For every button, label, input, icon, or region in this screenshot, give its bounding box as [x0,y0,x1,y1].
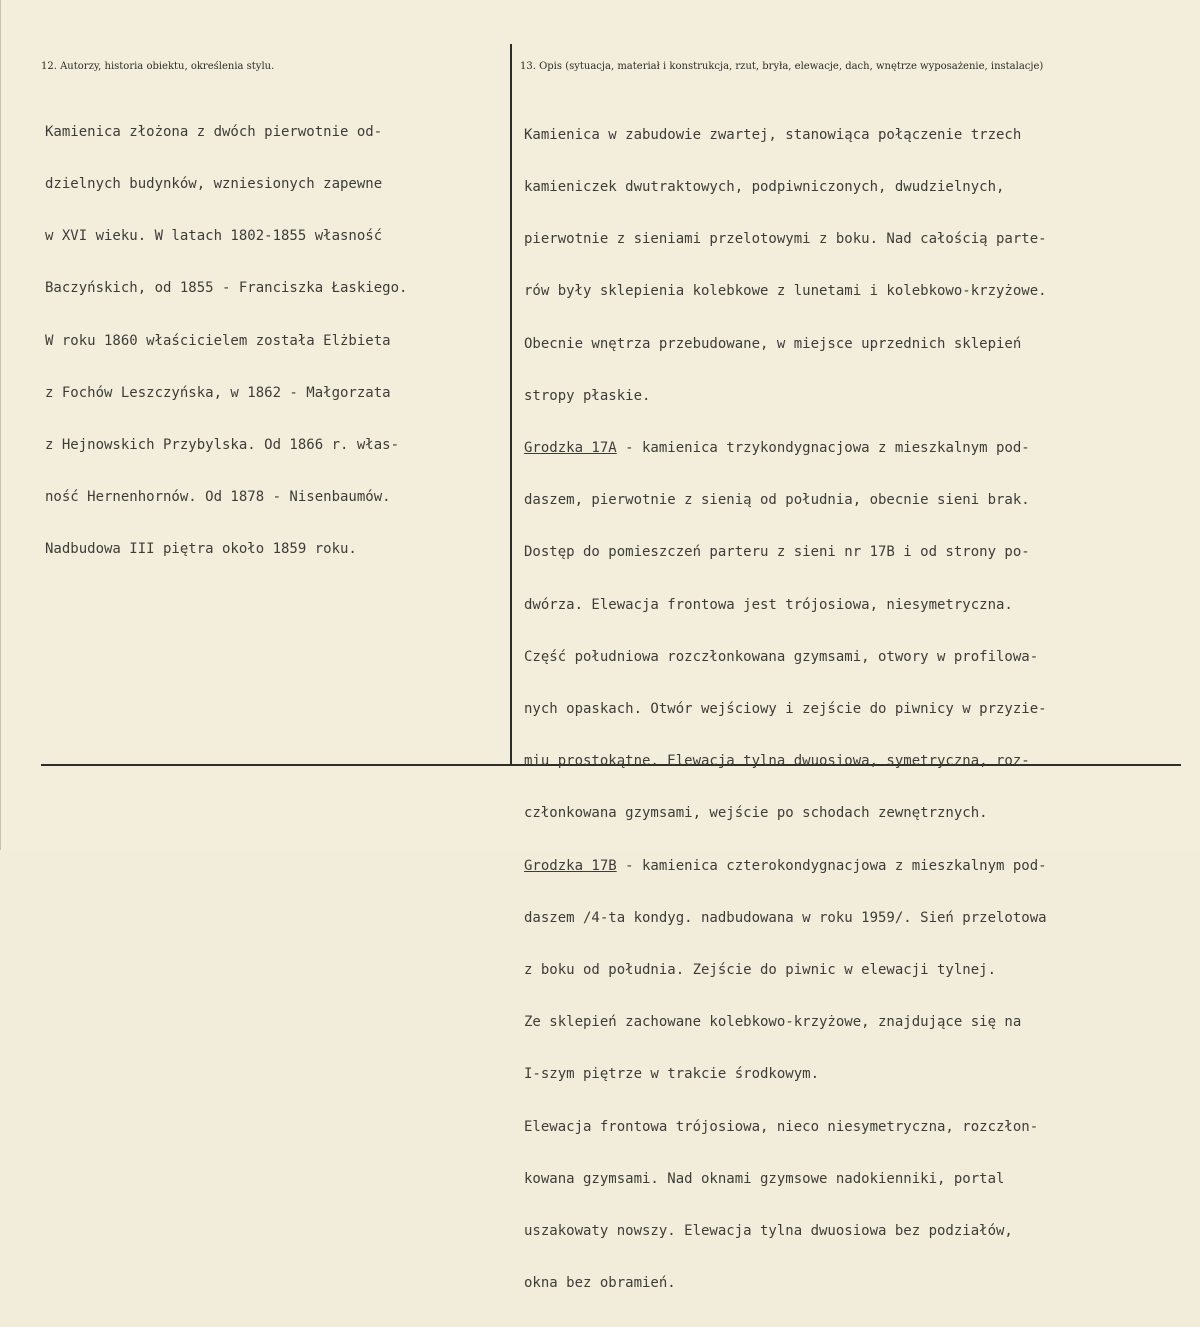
section-13-line [524,858,1047,875]
section-12-heading: 12. Autorzy, historia obiektu, określenia stylu. [41,61,275,72]
section-13-line [524,1171,1047,1188]
section-13-line-text: Część południowa rozczłonkowana gzymsami, otwory w profilowa- [524,648,1039,665]
section-13-line-text: - kamienica czterokondygnacjowa z mieszkalnym pod- [616,857,1047,874]
section-13-line-text: - kamienica trzykondygnacjowa z mieszkalnym pod- [616,440,1030,457]
section-13-line [524,597,1047,614]
section-13-line-text: pierwotnie z sieniami przelotowymi z boku. Nad całością parte- [524,231,1047,248]
section-12-line: w XVI wieku. W latach 1802-1855 własność [45,228,383,245]
section-13-line-text: stropy płaskie. [524,387,651,404]
section-13-line [524,492,1047,509]
section-13-body [524,92,1047,1327]
section-13-line [524,283,1047,300]
section-13-line-text: członkowana gzymsami, wejście po schodach zewnętrznych. [524,805,988,822]
section-13-line [524,753,1047,770]
section-13-line [524,336,1047,353]
section-13-line-text: daszem, pierwotnie z sienią od południa, obecnie sieni brak. [524,492,1030,509]
section-13-line [524,649,1047,666]
section-13-line [524,962,1047,979]
section-13-line [524,1066,1047,1083]
section-13-line [524,127,1047,144]
section-13-line-text: Kamienica w zabudowie zwartej, stanowiąca połączenie trzech [524,126,1022,143]
section-12-body [45,89,407,594]
section-12-line: dzielnych budynków, wzniesionych zapewne [45,176,383,193]
section-13-line-text: Obecnie wnętrza przebudowane, w miejsce uprzednich sklepień [524,335,1022,352]
section-12-line: z Hejnowskich Przybylska. Od 1866 r. włas- [45,437,400,454]
building-label-17b: Grodzka 17B [524,857,617,874]
section-13-line [524,231,1047,248]
section-13-line-text: kamieniczek dwutraktowych, podpiwniczonych, dwudzielnych, [524,179,1005,196]
section-12-line: Kamienica złożona z dwóch pierwotnie od- [45,123,383,140]
section-13-line-text: daszem /4-ta kondyg. nadbudowana w roku 1959/. Sień przelotowa [524,909,1047,926]
section-12-line: Nadbudowa III piętra około 1859 roku. [45,541,357,558]
section-13-line-text: okna bez obramień. [524,1275,676,1292]
section-13-line [524,179,1047,196]
section-13-line [524,805,1047,822]
section-13-line [524,1275,1047,1292]
section-12-line: Baczyńskich, od 1855 - Franciszka Łaskiego. [45,280,408,297]
section-13-line [524,701,1047,718]
section-13-line-text: I-szym piętrze w trakcie środkowym. [524,1066,820,1083]
column-divider [510,44,512,766]
section-13-line-text: dwórza. Elewacja frontowa jest trójosiowa, niesymetryczna. [524,596,1013,613]
section-13-line [524,1223,1047,1240]
section-13-line-text: Elewacja frontowa trójosiowa, nieco niesymetryczna, rozczłon- [524,1118,1039,1135]
section-13-line [524,1014,1047,1031]
section-13-line [524,440,1047,457]
section-13-line-text: Ze sklepień zachowane kolebkowo-krzyżowe, znajdujące się na [524,1014,1022,1031]
section-13-line-text: nych opaskach. Otwór wejściowy i zejście do piwnicy w przyzie- [524,701,1047,718]
section-13-line-text: Dostęp do pomieszczeń parteru z sieni nr 17B i od strony po- [524,544,1030,561]
section-12-line: W roku 1860 właścicielem została Elżbieta [45,332,391,349]
section-13-line [524,910,1047,927]
section-13-line-text: miu prostokątne. Elewacja tylna dwuosiowa, symetryczna, roz- [524,753,1030,770]
section-13-line [524,544,1047,561]
section-12-line: z Fochów Leszczyńska, w 1862 - Małgorzata [45,384,391,401]
section-12-line: ność Hernenhornów. Od 1878 - Nisenbaumów. [45,489,391,506]
section-13-line-text: kowana gzymsami. Nad oknami gzymsowe nadokienniki, portal [524,1170,1005,1187]
building-label-17a: Grodzka 17A [524,440,617,457]
section-13-line-text: z boku od południa. Zejście do piwnic w elewacji tylnej. [524,962,997,979]
section-13-line-text: rów były sklepienia kolebkowe z lunetami i kolebkowo-krzyżowe. [524,283,1047,300]
section-13-line-text: uszakowaty nowszy. Elewacja tylna dwuosiowa bez podziałów, [524,1223,1013,1240]
section-13-line [524,1119,1047,1136]
section-13-heading: 13. Opis (sytuacja, materiał i konstrukcja, rzut, bryła, elewacje, dach, wnętrze wyposażenie, instalacje) [520,61,1044,72]
section-13-line [524,388,1047,405]
